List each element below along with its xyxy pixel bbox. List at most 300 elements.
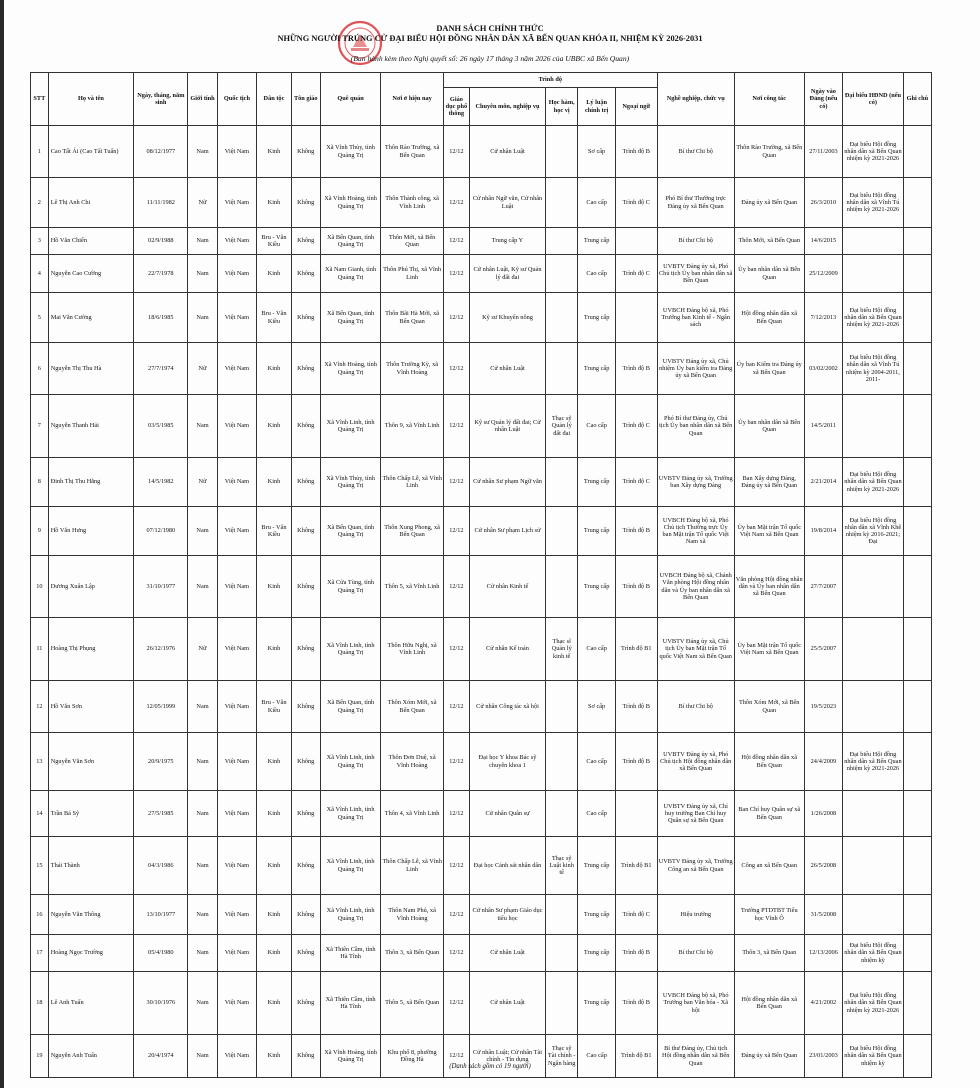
cell-gender: Nam	[188, 791, 217, 837]
document-title: DANH SÁCH CHÍNH THỨC	[436, 24, 544, 33]
cell-gender: Nam	[188, 837, 217, 895]
cell-general-edu: 12/12	[443, 395, 469, 458]
cell-specialty: Cử nhân Ngữ văn, Cử nhân Luật	[469, 178, 545, 228]
cell-remarks	[903, 895, 931, 935]
cell-nationality: Việt Nam	[217, 618, 257, 681]
cell-religion: Không	[291, 972, 320, 1035]
cell-nationality: Việt Nam	[217, 556, 257, 618]
cell-remarks	[903, 178, 931, 228]
cell-workplace: Hội đồng nhân dân xã Bến Quan	[734, 733, 804, 791]
cell-occupation: UVBCH Đảng bộ xã, Phó Trưởng ban Văn hóa - Xã hội	[657, 972, 734, 1035]
cell-ethnicity: Kinh	[257, 395, 291, 458]
cell-general-edu: 12/12	[443, 255, 469, 293]
cell-residence: Thôn Trường Kỳ, xã Vĩnh Hoàng	[381, 343, 444, 395]
cell-politics: Trung cấp	[578, 935, 616, 972]
cell-religion: Không	[291, 837, 320, 895]
cell-party-date: 26/3/2010	[804, 178, 843, 228]
cell-party-date: 12/13/2006	[804, 935, 843, 972]
cell-ethnicity: Kinh	[257, 1035, 291, 1078]
cell-workplace: Ủy ban Mặt trận Tổ quốc Việt Nam xã Bến Quan	[734, 507, 804, 556]
cell-language: Trình độ C	[615, 395, 657, 458]
table-row	[31, 507, 932, 556]
cell-workplace: Ủy ban Kiểm tra Đảng ủy xã Bến Quan	[734, 343, 804, 395]
cell-religion: Không	[291, 618, 320, 681]
cell-party-date: 4/21/2002	[804, 972, 843, 1035]
cell-degree	[546, 293, 578, 343]
cell-degree	[546, 507, 578, 556]
cell-politics: Cao cấp	[578, 1035, 616, 1078]
cell-general-edu: 12/12	[443, 507, 469, 556]
cell-occupation: Bí thư Chi bộ	[657, 935, 734, 972]
table-row	[31, 837, 932, 895]
cell-religion: Không	[291, 228, 320, 255]
cell-remarks	[903, 458, 931, 507]
cell-workplace: Đảng ủy xã Bến Quan	[734, 178, 804, 228]
header-education-group: Trình độ	[443, 73, 657, 88]
cell-council-rep	[843, 837, 903, 895]
cell-language: Trình độ B	[615, 556, 657, 618]
cell-hometown: Xã Vĩnh Hoàng, tỉnh Quảng Trị	[320, 1035, 380, 1078]
cell-religion: Không	[291, 733, 320, 791]
cell-politics: Sơ cấp	[578, 126, 616, 178]
cell-residence: Thôn Xóm Mới, xã Bến Quan	[381, 681, 444, 733]
cell-remarks	[903, 395, 931, 458]
cell-politics: Trung cấp	[578, 972, 616, 1035]
cell-hometown: Xã Vĩnh Linh, tỉnh Quảng Trị	[320, 733, 380, 791]
cell-residence: Thôn Chấp Lễ, xã Vĩnh Linh	[381, 458, 444, 507]
cell-gender: Nam	[188, 895, 217, 935]
cell-specialty: Kỹ sư Khuyến nông	[469, 293, 545, 343]
cell-politics: Sơ cấp	[578, 681, 616, 733]
cell-workplace: Thôn Xóm Mới, xã Bến Quan	[734, 681, 804, 733]
cell-ethnicity: Bru - Vân Kiều	[257, 681, 291, 733]
cell-council-rep	[843, 895, 903, 935]
table-row	[31, 126, 932, 178]
cell-hometown: Xã Vĩnh Linh, tỉnh Quảng Trị	[320, 837, 380, 895]
cell-workplace: Ban Xây dựng Đảng, Đảng ủy xã Bến Quan	[734, 458, 804, 507]
cell-specialty: Đại học Cảnh sát nhân dân	[469, 837, 545, 895]
cell-general-edu: 12/12	[443, 935, 469, 972]
cell-hometown: Xã Vĩnh Linh, tỉnh Quảng Trị	[320, 895, 380, 935]
cell-dob: 04/3/1986	[134, 837, 188, 895]
cell-ethnicity: Bru - Vân Kiều	[257, 228, 291, 255]
cell-ethnicity: Kinh	[257, 178, 291, 228]
cell-religion: Không	[291, 556, 320, 618]
cell-ethnicity: Kinh	[257, 343, 291, 395]
cell-workplace: Ủy ban nhân dân xã Bến Quan	[734, 395, 804, 458]
cell-remarks	[903, 935, 931, 972]
table-row	[31, 791, 932, 837]
cell-gender: Nam	[188, 507, 217, 556]
cell-dob: 07/12/1980	[134, 507, 188, 556]
cell-name: Nguyễn Thị Thu Hà	[48, 343, 134, 395]
cell-language: Trình độ C	[615, 178, 657, 228]
cell-specialty: Cử nhân Sư phạm Giáo dục tiểu học	[469, 895, 545, 935]
cell-politics: Cao cấp	[578, 618, 616, 681]
cell-gender: Nữ	[188, 178, 217, 228]
cell-dob: 02/9/1988	[134, 228, 188, 255]
cell-remarks	[903, 972, 931, 1035]
table-row	[31, 556, 932, 618]
cell-occupation: UVBTV Đảng ủy xã, Phó Chủ tịch Hội đồng nhân dân xã Bến Quan	[657, 733, 734, 791]
cell-specialty: Đại học Y khoa Bác sỹ chuyên khoa 1	[469, 733, 545, 791]
cell-nationality: Việt Nam	[217, 935, 257, 972]
cell-name: Lê Thị Anh Chi	[48, 178, 134, 228]
cell-language: Trình độ C	[615, 458, 657, 507]
cell-general-edu: 12/12	[443, 126, 469, 178]
cell-residence: Thôn Xung Phong, xã Bến Quan	[381, 507, 444, 556]
cell-language: Trình độ B	[615, 972, 657, 1035]
cell-name: Hoàng Thị Phụng	[48, 618, 134, 681]
cell-general-edu: 12/12	[443, 458, 469, 507]
cell-residence: Khu phố 8, phường Đồng Hà	[381, 1035, 444, 1078]
cell-ethnicity: Kinh	[257, 733, 291, 791]
cell-nationality: Việt Nam	[217, 458, 257, 507]
cell-council-rep: Đại biểu Hội đồng nhân dân xã Vĩnh Tú nhiệm kỳ 2021-2026	[843, 178, 903, 228]
cell-language: Trình độ B1	[615, 837, 657, 895]
cell-remarks	[903, 507, 931, 556]
cell-name: Hồ Văn Chiến	[48, 228, 134, 255]
cell-council-rep	[843, 255, 903, 293]
cell-party-date: 23/01/2003	[804, 1035, 843, 1078]
cell-stt: 4	[31, 255, 49, 293]
cell-party-date: 1/26/2008	[804, 791, 843, 837]
cell-politics: Trung cấp	[578, 458, 616, 507]
cell-specialty: Cử nhân Kế toán	[469, 618, 545, 681]
cell-stt: 14	[31, 791, 49, 837]
cell-ethnicity: Kinh	[257, 618, 291, 681]
cell-workplace: Đảng ủy xã Bến Quan	[734, 1035, 804, 1078]
cell-council-rep: Đại biểu Hội đồng nhân dân xã Bến Quan nhiệm kỳ 2021-2026	[843, 293, 903, 343]
cell-council-rep: Đại biểu Hội đồng nhân dân xã Bến Quan nhiệm kỳ 2021-2026	[843, 458, 903, 507]
cell-nationality: Việt Nam	[217, 126, 257, 178]
header-workplace: Nơi công tác	[734, 73, 804, 126]
cell-hometown: Xã Bến Quan, tỉnh Quảng Trị	[320, 507, 380, 556]
cell-occupation: Phó Bí thư Thường trực Đảng ủy xã Bến Quan	[657, 178, 734, 228]
cell-party-date: 19/8/2014	[804, 507, 843, 556]
cell-council-rep: Đại biểu Hội đồng nhân dân xã Bến Quan nhiệm kỳ	[843, 1035, 903, 1078]
cell-language: Trình độ B1	[615, 618, 657, 681]
document-note: (Ban hành kèm theo Nghị quyết số: 26 ngày 17 tháng 3 năm 2026 của UBBC xã Bến Quan)	[350, 54, 630, 63]
cell-dob: 22/7/1978	[134, 255, 188, 293]
table-row	[31, 895, 932, 935]
cell-residence: Thôn 5, xã Vĩnh Linh	[381, 556, 444, 618]
cell-ethnicity: Kinh	[257, 791, 291, 837]
cell-name: Nguyễn Văn Sơn	[48, 733, 134, 791]
cell-specialty: Cử nhân Luật	[469, 972, 545, 1035]
cell-remarks	[903, 556, 931, 618]
table-row	[31, 178, 932, 228]
cell-council-rep: Đại biểu Hội đồng nhân dân xã Bến Quan nhiệm kỳ 2021-2026	[843, 733, 903, 791]
cell-stt: 18	[31, 972, 49, 1035]
cell-politics: Cao cấp	[578, 255, 616, 293]
cell-specialty: Cử nhân Quân sự	[469, 791, 545, 837]
cell-council-rep: Đại biểu Hội đồng nhân dân xã Vĩnh Khê nhiệm kỳ 2016-2021; Đại	[843, 507, 903, 556]
cell-degree: Thạc sỹ Quản lý đất đai	[546, 395, 578, 458]
cell-remarks	[903, 618, 931, 681]
cell-religion: Không	[291, 1035, 320, 1078]
cell-dob: 20/9/1975	[134, 733, 188, 791]
cell-general-edu: 12/12	[443, 791, 469, 837]
cell-gender: Nam	[188, 935, 217, 972]
document-footer: (Danh sách gồm có 19 người)	[449, 1063, 531, 1070]
cell-name: Hồ Văn Sơn	[48, 681, 134, 733]
cell-ethnicity: Kinh	[257, 458, 291, 507]
cell-name: Lê Anh Tuấn	[48, 972, 134, 1035]
table-row	[31, 681, 932, 733]
table-row	[31, 395, 932, 458]
cell-hometown: Xã Vĩnh Thủy, tỉnh Quảng Trị	[320, 458, 380, 507]
cell-occupation: UVBTV Đảng ủy xã, Phó Chủ tịch Ủy ban nhân dân xã Bến Quan	[657, 255, 734, 293]
cell-specialty: Cử nhân Công tác xã hội	[469, 681, 545, 733]
cell-degree	[546, 556, 578, 618]
cell-residence: Thôn Nam Phú, xã Vĩnh Hoàng	[381, 895, 444, 935]
cell-religion: Không	[291, 895, 320, 935]
cell-party-date: 31/5/2008	[804, 895, 843, 935]
cell-occupation: UVBTV Đảng ủy xã, Trưởng Công an xã Bến Quan	[657, 837, 734, 895]
cell-occupation: UVBCH Đảng bộ xã, Phó Trưởng ban Kinh tế - Ngân sách	[657, 293, 734, 343]
cell-workplace: Thôn 3, xã Bến Quan	[734, 935, 804, 972]
cell-degree	[546, 126, 578, 178]
cell-politics: Cao cấp	[578, 395, 616, 458]
cell-general-edu: 12/12	[443, 556, 469, 618]
cell-occupation: Phó Bí thư Đảng ủy, Chủ tịch Ủy ban nhân dân xã Bến Quan	[657, 395, 734, 458]
cell-council-rep: Đại biểu Hội đồng nhân dân xã Bến Quan nhiệm kỳ 2021-2026	[843, 972, 903, 1035]
cell-name: Dương Xuân Lập	[48, 556, 134, 618]
cell-party-date: 2/21/2014	[804, 458, 843, 507]
cell-party-date: 27/11/2003	[804, 126, 843, 178]
cell-name: Hồ Văn Hưng	[48, 507, 134, 556]
table-row	[31, 255, 932, 293]
cell-nationality: Việt Nam	[217, 507, 257, 556]
cell-stt: 6	[31, 343, 49, 395]
cell-dob: 03/5/1985	[134, 395, 188, 458]
cell-degree	[546, 178, 578, 228]
cell-workplace: Thôn Mới, xã Bến Quan	[734, 228, 804, 255]
cell-residence: Thôn 5, xã Bến Quan	[381, 972, 444, 1035]
cell-nationality: Việt Nam	[217, 895, 257, 935]
cell-workplace: Hội đồng nhân dân xã Bến Quan	[734, 293, 804, 343]
cell-language: Trình độ B1	[615, 1035, 657, 1078]
cell-religion: Không	[291, 126, 320, 178]
header-nationality: Quốc tịch	[217, 73, 257, 126]
cell-council-rep	[843, 556, 903, 618]
cell-workplace: Ban Chỉ huy Quân sự xã Bến Quan	[734, 791, 804, 837]
cell-stt: 7	[31, 395, 49, 458]
cell-degree	[546, 681, 578, 733]
cell-specialty: Cử nhân Kinh tế	[469, 556, 545, 618]
cell-religion: Không	[291, 791, 320, 837]
header-occupation: Nghề nghiệp, chức vụ	[657, 73, 734, 126]
cell-stt: 13	[31, 733, 49, 791]
page-edge	[0, 0, 4, 1088]
header-degree: Học hàm, học vị	[546, 88, 578, 126]
cell-party-date: 19/5/2023	[804, 681, 843, 733]
cell-party-date: 03/02/2002	[804, 343, 843, 395]
cell-name: Nguyễn Cao Cường	[48, 255, 134, 293]
cell-party-date: 14/6/2015	[804, 228, 843, 255]
cell-residence: Thôn Rào Trường, xã Bến Quan	[381, 126, 444, 178]
cell-politics: Trung cấp	[578, 507, 616, 556]
cell-ethnicity: Kinh	[257, 556, 291, 618]
cell-remarks	[903, 126, 931, 178]
table-row	[31, 733, 932, 791]
cell-nationality: Việt Nam	[217, 733, 257, 791]
header-specialty: Chuyên môn, nghiệp vụ	[469, 88, 545, 126]
cell-nationality: Việt Nam	[217, 837, 257, 895]
cell-specialty: Cử nhân Luật	[469, 126, 545, 178]
cell-dob: 27/5/1985	[134, 791, 188, 837]
cell-residence: Thôn Thành công, xã Vĩnh Linh	[381, 178, 444, 228]
cell-hometown: Xã Thiên Cầm, tỉnh Hà Tĩnh	[320, 935, 380, 972]
cell-language: Trình độ B	[615, 507, 657, 556]
cell-degree	[546, 458, 578, 507]
cell-gender: Nam	[188, 395, 217, 458]
cell-politics: Trung cấp	[578, 895, 616, 935]
cell-language: Trình độ B	[615, 935, 657, 972]
cell-occupation: UVBCH Đảng bộ xã, Phó Chủ tịch Thường trực Ủy ban Mặt trận Tổ quốc Việt Nam xã	[657, 507, 734, 556]
cell-ethnicity: Kinh	[257, 972, 291, 1035]
cell-name: Hoàng Ngọc Trường	[48, 935, 134, 972]
cell-gender: Nam	[188, 293, 217, 343]
cell-language	[615, 791, 657, 837]
cell-specialty: Trung cấp Y	[469, 228, 545, 255]
header-party-date: Ngày vào Đảng (nếu có)	[804, 73, 843, 126]
cell-dob: 14/5/1982	[134, 458, 188, 507]
cell-politics: Trung cấp	[578, 837, 616, 895]
cell-council-rep	[843, 681, 903, 733]
cell-dob: 12/05/1999	[134, 681, 188, 733]
cell-stt: 19	[31, 1035, 49, 1078]
cell-occupation: Hiệu trưởng	[657, 895, 734, 935]
cell-degree: Thạc sỹ Luật kinh tế	[546, 837, 578, 895]
cell-degree	[546, 733, 578, 791]
header-remarks: Ghi chú	[903, 73, 931, 126]
cell-gender: Nữ	[188, 618, 217, 681]
cell-residence: Thôn Hữu Nghị, xã Vĩnh Linh	[381, 618, 444, 681]
cell-religion: Không	[291, 178, 320, 228]
cell-politics: Cao cấp	[578, 178, 616, 228]
table-row	[31, 293, 932, 343]
cell-nationality: Việt Nam	[217, 293, 257, 343]
cell-dob: 26/12/1976	[134, 618, 188, 681]
header-dob: Ngày, tháng, năm sinh	[134, 73, 188, 126]
cell-ethnicity: Kinh	[257, 895, 291, 935]
cell-workplace: Văn phòng Hội đồng nhân dân và Ủy ban nhân dân xã Bến Quan	[734, 556, 804, 618]
cell-stt: 17	[31, 935, 49, 972]
cell-language: Trình độ B	[615, 343, 657, 395]
cell-name: Nguyễn Văn Thông	[48, 895, 134, 935]
cell-nationality: Việt Nam	[217, 1035, 257, 1078]
cell-remarks	[903, 733, 931, 791]
cell-general-edu: 12/12	[443, 1035, 469, 1078]
cell-politics: Cao cấp	[578, 791, 616, 837]
cell-specialty: Cử nhân Sư phạm Ngữ văn	[469, 458, 545, 507]
cell-workplace: Ủy ban nhân dân xã Bến Quan	[734, 255, 804, 293]
cell-general-edu: 12/12	[443, 733, 469, 791]
cell-degree	[546, 255, 578, 293]
cell-dob: 13/10/1977	[134, 895, 188, 935]
cell-residence: Thôn Bãi Hà Mới, xã Bến Quan	[381, 293, 444, 343]
cell-workplace: Hội đồng nhân dân xã Bến Quan	[734, 972, 804, 1035]
header-stt: STT	[31, 73, 49, 126]
cell-gender: Nam	[188, 972, 217, 1035]
document-subtitle: NHỮNG NGƯỜI TRÚNG CỬ ĐẠI BIỂU HỘI ĐỒNG NHÂN DÂN XÃ BẾN QUAN KHÓA II, NHIỆM KỲ 2026-2031	[277, 34, 703, 43]
cell-general-edu: 12/12	[443, 343, 469, 395]
cell-hometown: Xã Cửa Tùng, tỉnh Quảng Trị	[320, 556, 380, 618]
cell-language: Trình độ B	[615, 126, 657, 178]
cell-religion: Không	[291, 343, 320, 395]
cell-occupation: Bí thư Đảng ủy, Chủ tịch Hội đồng nhân dân xã Bến Quan	[657, 1035, 734, 1078]
cell-residence: Thôn Mới, xã Bến Quan	[381, 228, 444, 255]
cell-occupation: UVBTV Đảng ủy xã, Trưởng ban Xây dựng Đảng	[657, 458, 734, 507]
cell-hometown: Xã Thiên Cầm, tỉnh Hà Tĩnh	[320, 972, 380, 1035]
cell-language	[615, 293, 657, 343]
cell-occupation: UVBTV Đảng ủy xã, Chủ tịch Ủy ban Mặt trận Tổ quốc Việt Nam xã Bến Quan	[657, 618, 734, 681]
header-religion: Tôn giáo	[291, 73, 320, 126]
cell-gender: Nữ	[188, 458, 217, 507]
cell-gender: Nam	[188, 556, 217, 618]
cell-religion: Không	[291, 395, 320, 458]
cell-degree: Thạc sĩ Quản lý kinh tế	[546, 618, 578, 681]
cell-gender: Nam	[188, 255, 217, 293]
cell-degree	[546, 972, 578, 1035]
cell-specialty: Cử nhân Sư phạm Lịch sử	[469, 507, 545, 556]
cell-remarks	[903, 255, 931, 293]
cell-stt: 5	[31, 293, 49, 343]
cell-dob: 27/7/1974	[134, 343, 188, 395]
cell-occupation: Bí thư Chi bộ	[657, 681, 734, 733]
cell-general-edu: 12/12	[443, 895, 469, 935]
cell-occupation: UVBCH Đảng bộ xã, Chánh Văn phòng Hội đồng nhân dân và Ủy ban nhân dân xã Bến Quan	[657, 556, 734, 618]
cell-degree	[546, 935, 578, 972]
header-gender: Giới tính	[188, 73, 217, 126]
cell-gender: Nam	[188, 126, 217, 178]
cell-ethnicity: Bru - Vân Kiều	[257, 293, 291, 343]
header-language: Ngoại ngữ	[615, 88, 657, 126]
cell-name: Đinh Thị Thu Hằng	[48, 458, 134, 507]
cell-hometown: Xã Vĩnh Thủy, tỉnh Quảng Trị	[320, 126, 380, 178]
cell-language	[615, 228, 657, 255]
cell-occupation: UVBTV Đảng ủy xã, Chỉ huy trưởng Ban Chỉ huy Quân sự xã Bến Quan	[657, 791, 734, 837]
header-hometown: Quê quán	[320, 73, 380, 126]
cell-general-edu: 12/12	[443, 972, 469, 1035]
header-name: Họ và tên	[48, 73, 134, 126]
cell-name: Nguyễn Thanh Hải	[48, 395, 134, 458]
cell-stt: 8	[31, 458, 49, 507]
cell-remarks	[903, 293, 931, 343]
table-row	[31, 972, 932, 1035]
cell-general-edu: 12/12	[443, 228, 469, 255]
cell-workplace: Thôn Rào Trường, xã Bến Quan	[734, 126, 804, 178]
cell-stt: 9	[31, 507, 49, 556]
cell-name: Nguyễn Anh Tuấn	[48, 1035, 134, 1078]
cell-gender: Nam	[188, 681, 217, 733]
cell-dob: 11/11/1982	[134, 178, 188, 228]
cell-hometown: Xã Bến Quan, tỉnh Quảng Trị	[320, 293, 380, 343]
cell-ethnicity: Kinh	[257, 837, 291, 895]
cell-language: Trình độ C	[615, 255, 657, 293]
cell-council-rep: Đại biểu Hội đồng nhân dân xã Vĩnh Tú nhiệm kỳ 2004-2011, 2011-	[843, 343, 903, 395]
cell-hometown: Xã Nam Gianh, tỉnh Quảng Trị	[320, 255, 380, 293]
cell-degree	[546, 895, 578, 935]
cell-residence: Thôn 4, xã Vĩnh Linh	[381, 791, 444, 837]
cell-remarks	[903, 791, 931, 837]
cell-party-date: 25/12/2009	[804, 255, 843, 293]
cell-stt: 2	[31, 178, 49, 228]
cell-gender: Nam	[188, 228, 217, 255]
cell-remarks	[903, 1035, 931, 1078]
